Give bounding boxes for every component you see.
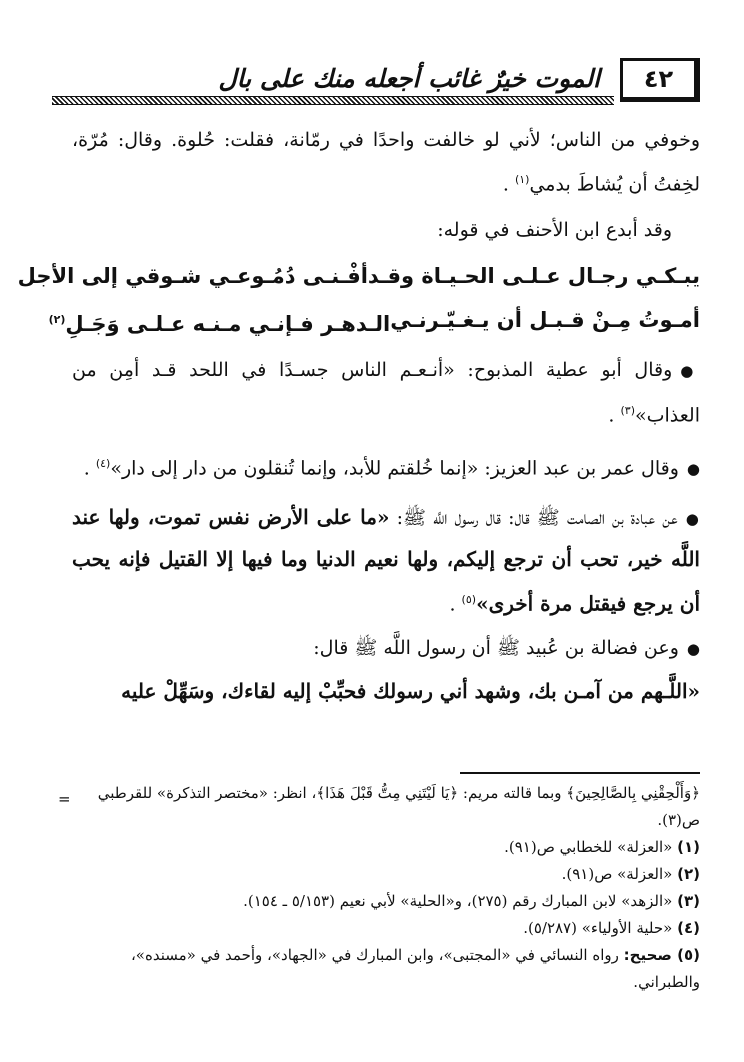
footnote-3 <box>72 888 700 915</box>
continuation-mark: = <box>58 790 71 808</box>
footnote-ref-4: (٤) <box>95 456 111 470</box>
paragraph-1 <box>72 120 700 204</box>
footnote-4 <box>72 915 700 942</box>
footnote-ref-1: (١) <box>514 173 530 186</box>
paragraph-6 <box>72 628 700 669</box>
page-number: ٤٢ <box>620 58 700 102</box>
verse-1-first-hemistich: يبـكـي رجـال عـلـى الحـيـاة وقـد <box>367 264 700 289</box>
p4-text: وقال عمر بن عبد العزيز: «إنما خُلقتم للأبد، وإنما تُنقلون من دار إلى دار» <box>110 456 679 479</box>
footnote-1 <box>72 834 700 861</box>
footnote-1-label: (١) <box>677 838 700 856</box>
p5-intro: عن عبادة بن الصامت ﷺ قال: قال رسول اللَّه ﷺ: <box>389 506 678 529</box>
running-title: الموت خيرٌ غائب أجعله منك على بال <box>218 64 600 93</box>
verse-2-first-hemistich: أمـوتُ مِـنْ قـبـل أن يـغـيّـرنـي <box>390 308 700 333</box>
poem-verses <box>17 254 700 346</box>
verse-2 <box>48 298 700 346</box>
paragraph-7: «اللَّـهم من آمـن بك، وشهد أني رسولك فحبِّبْ إليه لقاءك، وسَهِّلْ عليه <box>121 679 700 704</box>
footnote-5 <box>72 942 700 996</box>
main-text <box>17 120 701 711</box>
p6-text: وعن فضالة بن عُبيد ﷺ أن رسول اللَّه ﷺ قال: <box>313 637 679 660</box>
bullet-icon: ● <box>686 459 700 478</box>
footnote-4-label: (٤) <box>677 919 700 937</box>
p5-hadith-quote: «ما على الأرض نفس تموت، ولها عند اللَّه خير، تحب أن ترجع إليكم، ولها نعيم الدنيا وما فيها إلا القتيل فإنه يحب أن يرجع فيقتل مرة أخرى» <box>72 504 700 616</box>
verse-1 <box>17 254 700 298</box>
footnote-2-text: «العزلة» ص(٩١). <box>561 865 678 883</box>
verse-1-second-hemistich: أفْـنـى دُمُـوعـي شـوقي إلى الأجل <box>17 264 368 289</box>
footnote-1-text: «العزلة» للخطابي ص(٩١). <box>504 838 678 856</box>
p1-end: . <box>502 173 515 196</box>
paragraph-4: ●وقال عمر بن عبد العزيز: «إنما خُلقتم للأبد، وإنما تُنقلون من دار إلى دار»$^{(٤)}$ . <box>83 456 700 479</box>
footnote-ref-5: (٥) <box>461 592 477 606</box>
footnote-5-text: رواه النسائي في «المجتبى»، وابن المبارك في «الجهاد»، وأحمد في «مسنده»، والطبراني. <box>130 946 700 991</box>
paragraph-2: وقد أبدع ابن الأحنف في قوله: <box>437 219 672 242</box>
footnote-ref-3: (٣) <box>620 404 635 418</box>
bullet-icon: ● <box>685 509 700 528</box>
header-hatched-rule <box>52 96 614 105</box>
p3-text: وقال أبو عطية المذبوح: «أنـعـم الناس جسـدًا في اللحد قـد أمِن من العذاب» <box>72 359 700 427</box>
footnote-2 <box>72 861 700 888</box>
p1-line1: وخوفي من الناس؛ لأني لو خالفت واحدًا في رمّانة، فقلت: حُلوة. وقال: <box>117 129 700 151</box>
p1-line2: مُرّة، لخِفتُ أن يُشاطَ بدمي <box>72 129 700 196</box>
footnote-5-label: (٥) صحيح: <box>623 946 700 964</box>
footnote-4-text: «حلية الأولياء» (٥/٢٨٧). <box>523 919 678 937</box>
footnote-separator <box>460 772 700 774</box>
paragraph-3: ●وقال أبو عطية المذبوح: «أنـعـم الناس جسـدًا في اللحد قـد أمِن من العذاب»$^{(٣)}$ . <box>72 359 701 427</box>
verse-2-second <box>49 298 391 346</box>
footnote-3-text: «الزهد» لابن المبارك رقم (٢٧٥)، و«الحلية» لأبي نعيم (٥/١٥٣ ـ ١٥٤). <box>243 892 678 910</box>
footnotes <box>72 780 700 996</box>
footnote-3-label: (٣) <box>677 892 700 910</box>
footnote-ref-2: (٢) <box>48 313 66 327</box>
footnote-2-label: (٢) <box>677 865 700 883</box>
bullet-icon: ● <box>680 362 701 381</box>
footnote-continuation: ﴿وَأَلْحِقْنِي بِالصَّالِحِينَ﴾ وبما قالته مريم: ﴿يَا لَيْتَنِي مِتُّ قَبْلَ هَذَا﴾، انظر: «مختصر التذكرة» للقرطبي ص(٣). <box>97 784 700 829</box>
bullet-icon: ● <box>686 640 700 659</box>
page-header <box>52 58 700 108</box>
verse-2-second-hemistich: الـدهـر فـإنـي مـنـه عـلـى وَجَـلِ <box>65 312 391 337</box>
paragraph-5: ●عن عبادة بن الصامت ﷺ قال: قال رسول اللَّه ﷺ: «ما على الأرض نفس تموت، ولها عند اللَّه خير، تحب أن ترجع إليكم، ولها نعيم الدنيا وما فيها إلا القتيل فإنه يحب أن يرجع فيقتل مرة أخرى»$^{(٥)}$ . <box>72 504 700 616</box>
